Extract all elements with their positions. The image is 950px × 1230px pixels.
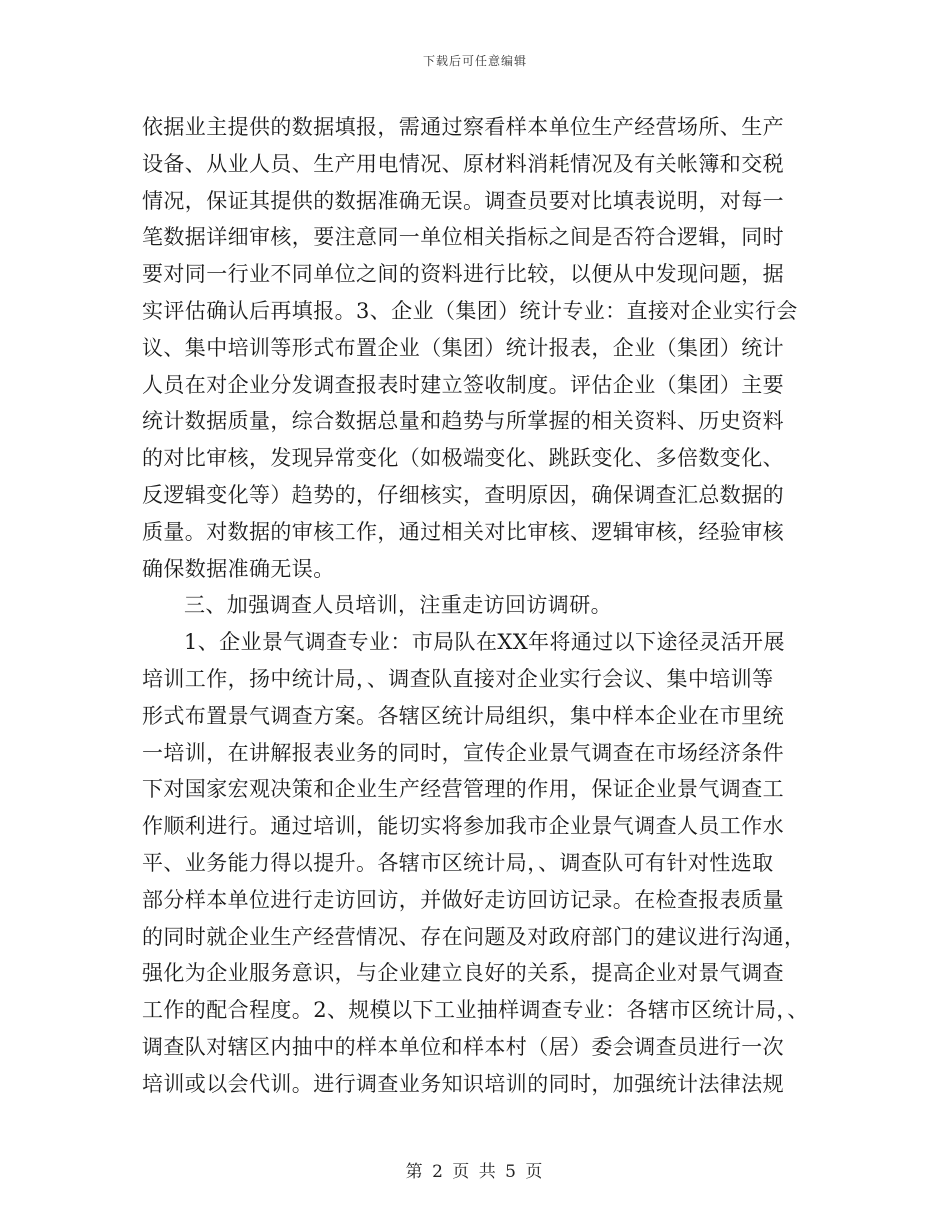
text-line: 培训工作，扬中统计局，、调查队直接对企业实行会议、集中培训等 (142, 666, 774, 691)
text-line: 一培训，在讲解报表业务的同时，宣传企业景气调查在市场经济条件 (142, 740, 784, 765)
page-number-footer: 第 2 页 共 5 页 (405, 1162, 545, 1182)
text-line: 培训或以会代训。进行调查业务知识培训的同时，加强统计法律法规 (142, 1071, 784, 1096)
text-line: 议、集中培训等形式布置企业（集团）统计报表，企业（集团）统计 (142, 335, 784, 360)
text-line: 反逻辑变化等）趋势的，仔细核实，查明原因，确保调查汇总数据的 (142, 482, 784, 507)
text-line: 部分样本单位进行走访回访，并做好走访回访记录。在检查报表质量 (142, 887, 784, 912)
text-line: 作顺利进行。通过培训，能切实将参加我市企业景气调查人员工作水 (142, 814, 784, 839)
text-line: 统计数据质量，综合数据总量和趋势与所掌握的相关资料、历史资料 (142, 409, 784, 434)
text-line: 强化为企业服务意识，与企业建立良好的关系，提高企业对景气调查 (142, 961, 784, 986)
text-line: 质量。对数据的审核工作，通过相关对比审核、逻辑审核，经验审核 (142, 519, 784, 544)
text-line: 人员在对企业分发调查报表时建立签收制度。评估企业（集团）主要 (142, 372, 784, 397)
text-line: 笔数据详细审核，要注意同一单位相关指标之间是否符合逻辑，同时 (142, 225, 784, 250)
page-header: 下载后可任意编辑 (422, 54, 527, 68)
text-line: 依据业主提供的数据填报，需通过察看样本单位生产经营场所、生产 (142, 115, 784, 139)
text-line: 要对同一行业不同单位之间的资料进行比较，以便从中发现问题，据 (142, 262, 784, 287)
text-line: 下对国家宏观决策和企业生产经营管理的作用，保证企业景气调查工 (142, 777, 784, 802)
text-line: 设备、从业人员、生产用电情况、原材料消耗情况及有关帐簿和交税 (142, 151, 784, 176)
text-line: 平、业务能力得以提升。各辖市区统计局，、调查队可有针对性选取 (142, 850, 774, 875)
text-line: 实评估确认后再填报。3、企业（集团）统计专业：直接对企业实行会 (142, 298, 798, 323)
text-line: 确保数据准确无误。 (142, 556, 335, 581)
text-line: 的对比审核，发现异常变化（如极端变化、跳跃变化、多倍数变化、 (142, 446, 784, 471)
paragraph-start-line: 1、企业景气调查专业：市局队在XX年将通过以下途径灵活开展 (184, 630, 785, 655)
text-line: 调查队对辖区内抽中的样本单位和样本村（居）委会调查员进行一次 (142, 1034, 784, 1059)
text-line: 工作的配合程度。2、规模以下工业抽样调查专业：各辖市区统计局，、 (142, 998, 809, 1023)
text-line: 的同时就企业生产经营情况、存在问题及对政府部门的建议进行沟通， (142, 924, 806, 949)
section-heading: 三、加强调查人员培训，注重走访回访调研。 (184, 593, 612, 618)
text-line: 形式布置景气调查方案。各辖区统计局组织，集中样本企业在市里统 (142, 703, 784, 728)
document-body (142, 109, 809, 1103)
text-line: 情况，保证其提供的数据准确无误。调查员要对比填表说明，对每一 (142, 188, 784, 213)
